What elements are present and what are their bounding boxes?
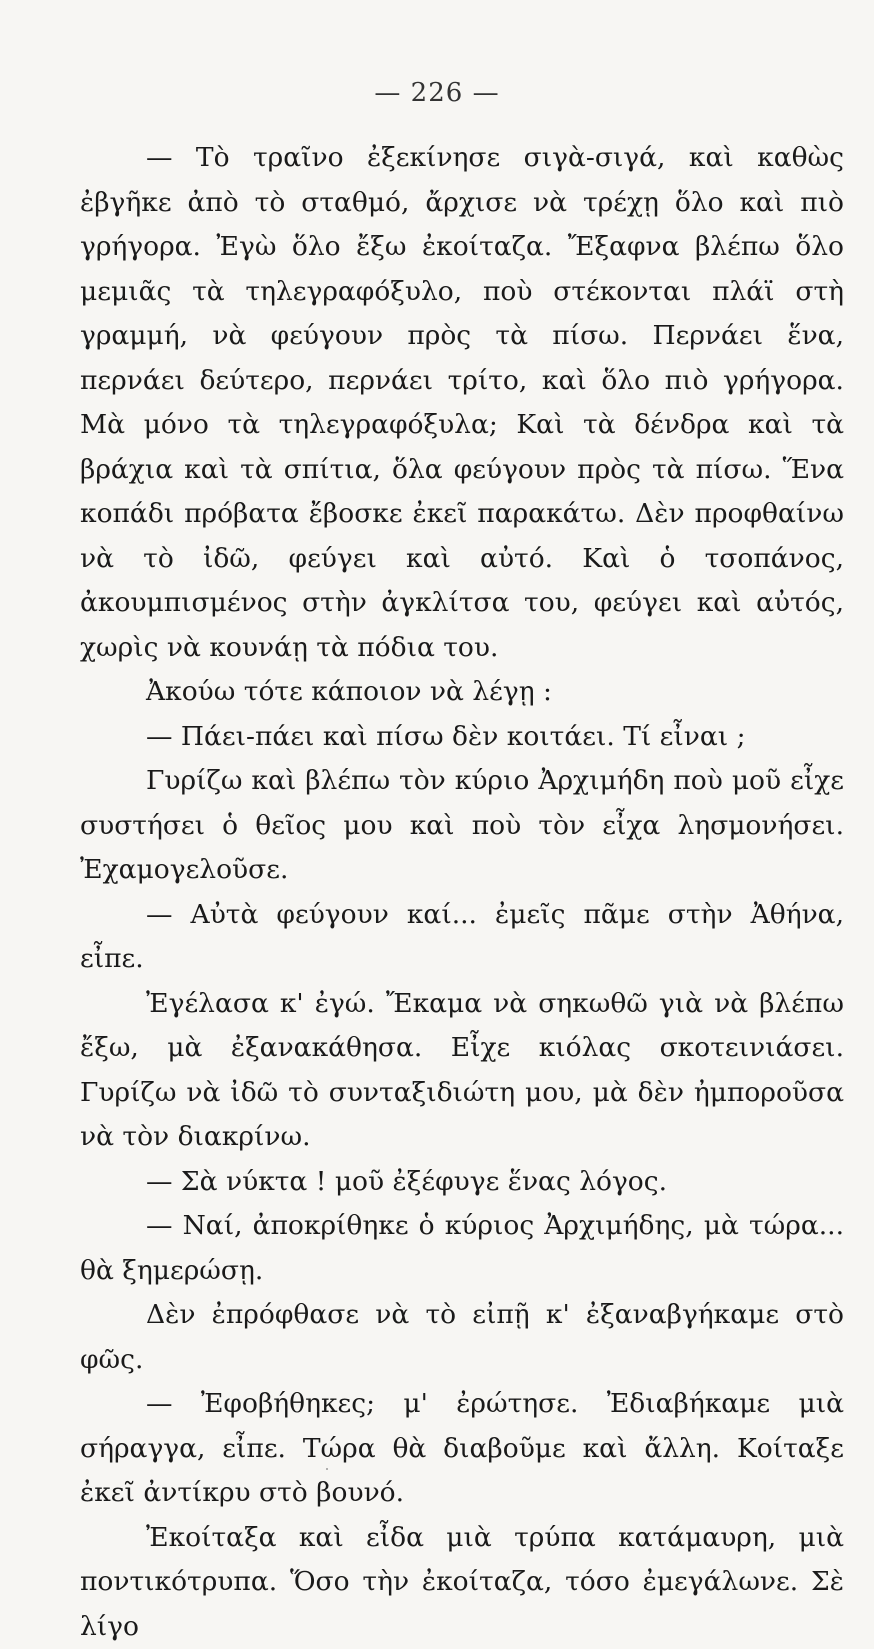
paragraph: Γυρίζω καὶ βλέπω τὸν κύριο Ἀρχιμήδη ποὺ μοῦ εἶχε συστήσει ὁ θεῖος μου καὶ ποὺ τὸν εἶχα λησμονήσει. Ἐχαμογελοῦσε. xyxy=(80,759,844,893)
body-text xyxy=(80,136,844,1649)
paper-speck xyxy=(326,1468,328,1470)
paragraph: — Αὐτὰ φεύγουν καί... ἐμεῖς πᾶμε στὴν Ἀθήνα, εἶπε. xyxy=(80,893,844,982)
paragraph: — Πάει-πάει καὶ πίσω δὲν κοιτάει. Τί εἶναι ; xyxy=(80,715,844,760)
paragraph: — Ναί, ἀποκρίθηκε ὁ κύριος Ἀρχιμήδης, μὰ τώρα... θὰ ξημερώσῃ. xyxy=(80,1204,844,1293)
paragraph: — Ἐφοβήθηκες; μ' ἐρώτησε. Ἐδιαβήκαμε μιὰ σήραγγα, εἶπε. Τώρα θὰ διαβοῦμε καὶ ἄλλη. Κοίταξε ἐκεῖ ἀντίκρυ στὸ βουνό. xyxy=(80,1382,844,1516)
paragraph: Δὲν ἐπρόφθασε νὰ τὸ εἰπῇ κ' ἐξαναβγήκαμε στὸ φῶς. xyxy=(80,1293,844,1382)
page-number: — 226 — xyxy=(0,78,874,108)
paragraph: Ἐγέλασα κ' ἐγώ. Ἔκαμα νὰ σηκωθῶ γιὰ νὰ βλέπω ἔξω, μὰ ἐξανακάθησα. Εἶχε κιόλας σκοτεινιάσει. Γυρίζω νὰ ἰδῶ τὸ συνταξιδιώτη μου, μὰ δὲν ἠμποροῦσα νὰ τὸν διακρίνω. xyxy=(80,982,844,1160)
paragraph: — Σὰ νύκτα ! μοῦ ἐξέφυγε ἕνας λόγος. xyxy=(80,1160,844,1205)
paragraph: — Τὸ τραῖνο ἐξεκίνησε σιγὰ-σιγά, καὶ καθὼς ἐβγῆκε ἀπὸ τὸ σταθμό, ἄρχισε νὰ τρέχῃ ὅλο καὶ πιὸ γρήγορα. Ἐγὼ ὅλο ἔξω ἐκοίταζα. Ἔξαφνα βλέπω ὅλο μεμιᾶς τὰ τηλεγραφόξυλο, ποὺ στέκονται πλάϊ στὴ γραμμή, νὰ φεύγουν πρὸς τὰ πίσω. Περνάει ἕνα, περνάει δεύτερο, περνάει τρίτο, καὶ ὅλο πιὸ γρήγορα. Μὰ μόνο τὰ τηλεγραφόξυλα; Καὶ τὰ δένδρα καὶ τὰ βράχια καὶ τὰ σπίτια, ὅλα φεύγουν πρὸς τὰ πίσω. Ἕνα κοπάδι πρόβατα ἔβοσκε ἐκεῖ παρακάτω. Δὲν προφθαίνω νὰ τὸ ἰδῶ, φεύγει καὶ αὐτό. Καὶ ὁ τσοπάνος, ἀκουμπισμένος στὴν ἀγκλίτσα του, φεύγει καὶ αὐτός, χωρὶς νὰ κουνάῃ τὰ πόδια του. xyxy=(80,136,844,670)
paragraph: Ἀκούω τότε κάποιον νὰ λέγῃ : xyxy=(80,670,844,715)
paragraph: Ἐκοίταξα καὶ εἶδα μιὰ τρύπα κατάμαυρη, μιὰ ποντικότρυπα. Ὅσο τὴν ἐκοίταζα, τόσο ἐμεγάλωνε. Σὲ λίγο xyxy=(80,1516,844,1649)
